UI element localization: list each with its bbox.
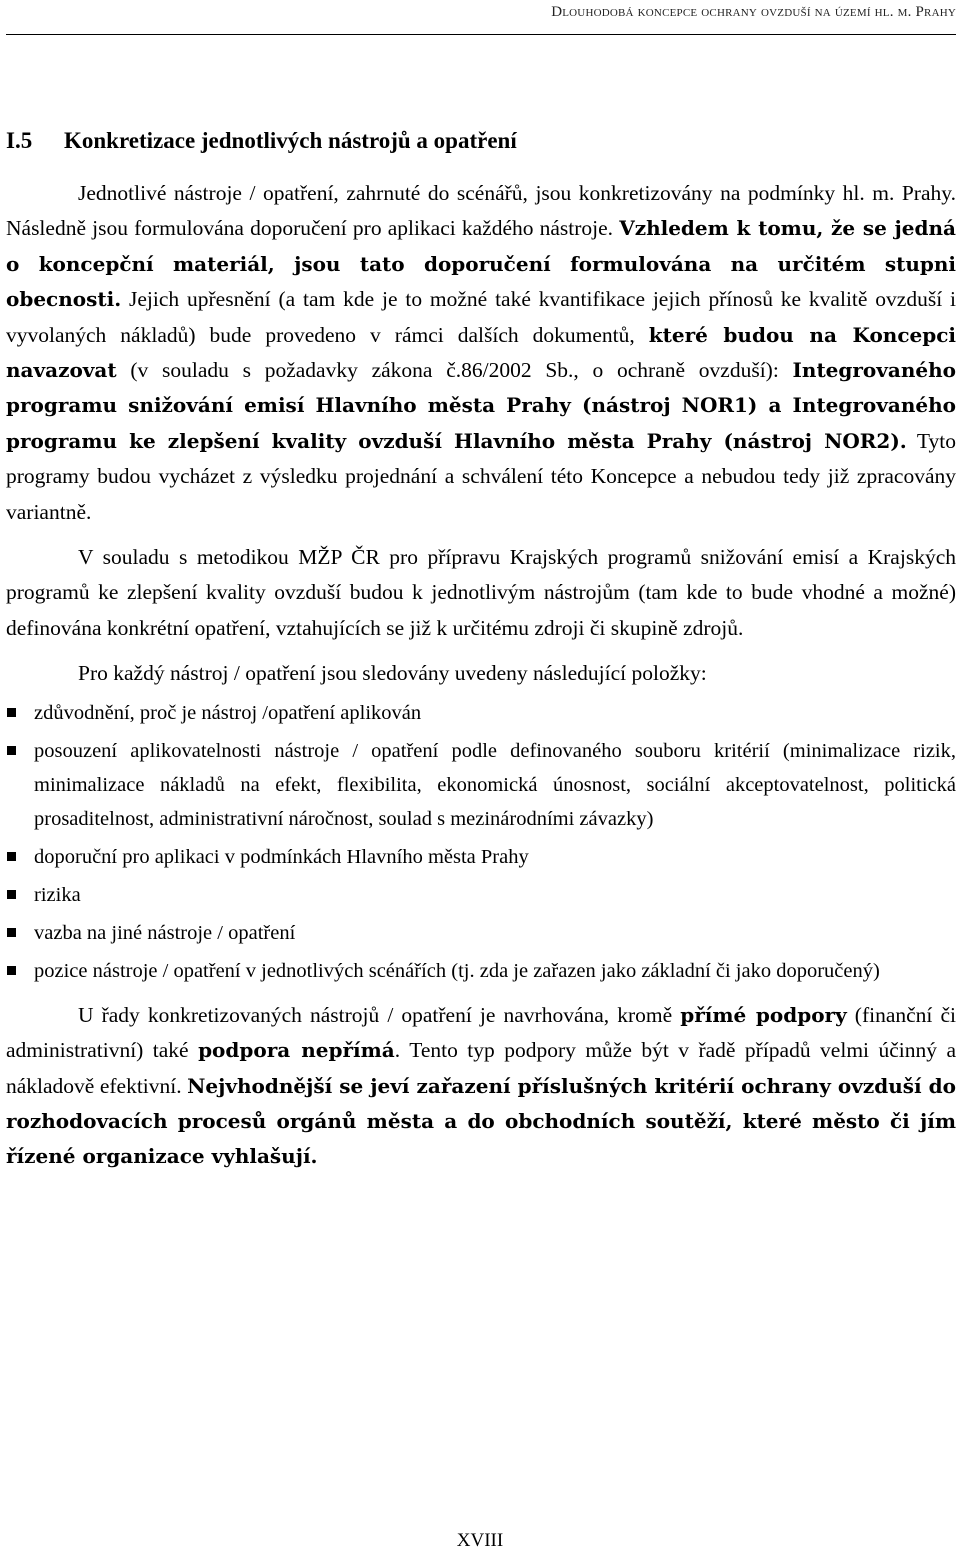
section-heading	[6, 128, 956, 154]
support-text-1: U řady konkretizovaných nástrojů / opatření je navrhována, kromě	[78, 1002, 681, 1027]
page-content	[6, 176, 956, 1175]
list-item-text: rizika	[34, 883, 81, 906]
intro-bold-2: které budou na Koncepci navazovat	[6, 322, 956, 383]
list-item-text: zdůvodnění, proč je nástroj /opatření aplikován	[34, 701, 422, 724]
list-item	[6, 916, 956, 950]
square-bullet-icon	[7, 890, 16, 899]
paragraph-methodology: V souladu s metodikou MŽP ČR pro přípravu Krajských programů snižování emisí a Krajských programů ke zlepšení kvality ovzduší budou k jednotlivým nástrojům (tam kde to bude vhodné a možné) definována konkrétní opatření, vztahujících se již k určitému zdroji či skupině zdrojů.	[6, 545, 956, 640]
intro-text-1: Jednotlivé nástroje / opatření, zahrnuté do scénářů, jsou konkretizovány na podmínky hl. m. Prahy. Následně jsou formulována doporučení pro aplikaci každého nástroje.	[6, 181, 956, 241]
intro-text-3: (v souladu s požadavky zákona č.86/2002 Sb., o ochraně ovzduší):	[116, 358, 793, 383]
intro-bold-1: Vzhledem k tomu, že se jedná o koncepční materiál, jsou tato doporučení formulována na určitém stupni obecnosti.	[6, 216, 956, 312]
square-bullet-icon	[7, 966, 16, 975]
square-bullet-icon	[7, 852, 16, 861]
paragraph-support	[6, 998, 956, 1175]
list-item	[6, 840, 956, 874]
section-number: I.5	[6, 128, 33, 153]
support-bold-3: Nejvhodnější se jeví zařazení příslušných kritérií ochrany ovzduší do rozhodovacích procesů orgánů města a do obchodních soutěží, které město či jím řízené organizace vyhlašují.	[6, 1073, 956, 1169]
list-item	[6, 878, 956, 912]
header-divider	[6, 34, 956, 35]
intro-text-2: Jejich upřesnění (a tam kde je to možné také kvantifikace jejich přínosů ke kvalitě ovzduší i vyvolaných nákladů) bude provedeno v rámci dalších dokumentů,	[6, 287, 956, 347]
intro-text-4: Tyto programy budou vycházet z výsledku projednání a schválení této Koncepce a nebudou tedy již zpracovány variantně.	[6, 428, 956, 524]
page-number: XVIII	[456, 1530, 504, 1551]
list-item-text: vazba na jiné nástroje / opatření	[34, 921, 296, 944]
list-item-text: pozice nástroje / opatření v jednotlivých scénářích (tj. zda je zařazen jako základní či jako doporučený)	[34, 959, 880, 982]
intro-bold-3: Integrovaného programu snižování emisí Hlavního města Prahy (nástroj NOR1) a Integrovaného programu ke zlepšení kvality ovzduší Hlavního města Prahy (nástroj NOR2).	[6, 358, 956, 453]
list-item-text: doporuční pro aplikaci v podmínkách Hlavního města Prahy	[34, 845, 529, 868]
paragraph-items-intro: Pro každý nástroj / opatření jsou sledovány uvedeny následující položky:	[78, 661, 707, 686]
support-text-3: . Tento typ podpory může být v řadě případů velmi účinný a nákladově efektivní.	[6, 1038, 956, 1098]
list-item	[6, 696, 956, 730]
square-bullet-icon	[7, 708, 16, 717]
tracked-items-list	[6, 696, 956, 988]
list-item	[6, 954, 956, 988]
square-bullet-icon	[7, 928, 16, 937]
support-bold-1: přímé podpory	[680, 1002, 847, 1027]
paragraph-intro	[6, 176, 956, 530]
square-bullet-icon	[7, 746, 16, 755]
list-item	[6, 734, 956, 836]
support-text-2: (finanční či administrativní) také	[6, 1002, 956, 1063]
running-header: Dlouhodobá koncepce ochrany ovzduší na území hl. m. Prahy	[551, 4, 956, 20]
support-bold-2: podpora nepřímá	[198, 1038, 395, 1063]
list-item-text: posouzení aplikovatelnosti nástroje / opatření podle definovaného souboru kritérií (minimalizace rizik, minimalizace nákladů na efekt, flexibilita, ekonomická únosnost, sociální akceptovatelnost, politická prosaditelnost, administrativní náročnost, soulad s mezinárodními závazky)	[34, 739, 956, 830]
section-title: Konkretizace jednotlivých nástrojů a opatření	[64, 128, 517, 153]
